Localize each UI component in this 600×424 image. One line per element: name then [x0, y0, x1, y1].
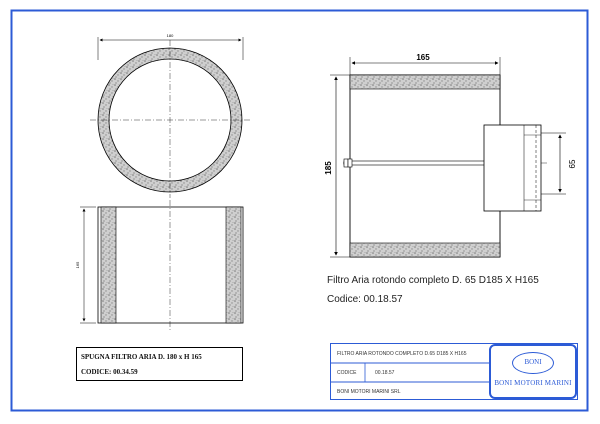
sponge-code: CODICE: 00.34.59 [81, 368, 138, 376]
diameter-dimension: 65 [568, 159, 577, 169]
filter-caption-code: Codice: 00.18.57 [327, 294, 403, 305]
company-logo [489, 344, 577, 399]
sponge-top-view [90, 33, 250, 198]
title-block-description: FILTRO ARIA ROTONDO COMPLETO D.65 D185 X H165 [337, 351, 467, 357]
sponge-title: SPUGNA FILTRO ARIA D. 180 x H 165 [81, 353, 202, 361]
title-block-code-value: 00.18.57 [375, 370, 395, 376]
sponge-label-box [76, 347, 243, 381]
sponge-side-view [75, 200, 243, 330]
title-block-company: BONI MOTORI MARINI SRL [337, 389, 401, 395]
logo-mark: BONI [512, 352, 554, 374]
top-view-dimension: 180 [166, 33, 174, 38]
width-dimension: 165 [416, 53, 430, 62]
title-block-code-label: CODICE [337, 370, 357, 376]
logo-name: BONI MOTORI MARINI [494, 379, 572, 387]
filter-caption-title: Filtro Aria rotondo completo D. 65 D185 X H165 [327, 275, 539, 286]
height-dimension: 185 [324, 161, 333, 175]
filter-assembly-view [324, 53, 577, 257]
side-view-dimension: 165 [75, 261, 80, 269]
